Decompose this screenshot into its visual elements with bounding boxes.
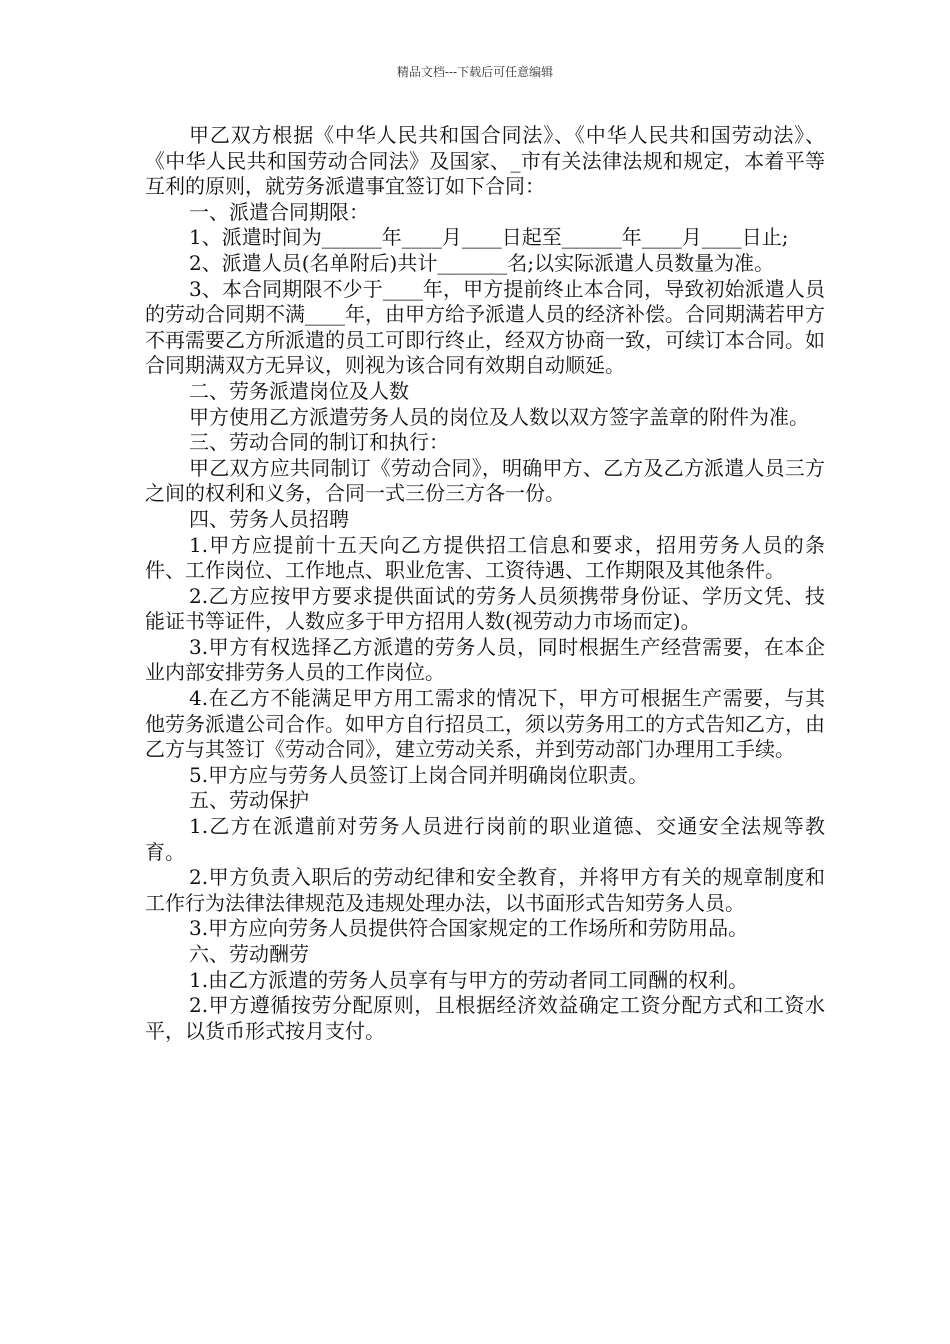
paragraph: 2.甲方遵循按劳分配原则，且根据经济效益确定工资分配方式和工资水平，以货币形式按月支付。 [145, 993, 825, 1043]
paragraph: 3、本合同期限不少于____年，甲方提前终止本合同，导致初始派遣人员的劳动合同期不满____年，由甲方给予派遣人员的经济补偿。合同期满若甲方不再需要乙方所派遣的员工可即行终止，经双方协商一致，可续订本合同。如合同期满双方无异议，则视为该合同有效期自动顺延。 [145, 276, 825, 378]
paragraph: 1.甲方应提前十五天向乙方提供招工信息和要求，招用劳务人员的条件、工作岗位、工作地点、职业危害、工资待遇、工作期限及其他条件。 [145, 532, 825, 583]
paragraph: 1.由乙方派遣的劳务人员享有与甲方的劳动者同工同酬的权利。 [189, 967, 749, 992]
paragraph: 甲乙双方应共同制订《劳动合同》，明确甲方、乙方及乙方派遣人员三方之间的权利和义务，合同一式三份三方各一份。 [145, 455, 825, 506]
section-heading-4: 四、劳务人员招聘 [189, 506, 349, 531]
paragraph-preamble: 甲乙双方根据《中华人民共和国合同法》、《中华人民共和国劳动法》、《中华人民共和国劳动合同法》及国家、_市有关法律法规和规定，本着平等互利的原则，就劳务派遣事宜签订如下合同： [145, 123, 825, 199]
section-heading-3: 三、劳动合同的制订和执行： [189, 430, 449, 455]
section-heading-2: 二、劳务派遣岗位及人数 [189, 378, 409, 403]
section-heading-1: 一、派遣合同期限： [189, 199, 369, 224]
paragraph: 2.甲方负责入职后的劳动纪律和安全教育，并将甲方有关的规章制度和工作行为法律法律规范及违规处理办法，以书面形式告知劳务人员。 [145, 865, 825, 915]
document-body [145, 123, 825, 1044]
page-header: 精品文档---下载后可任意编辑 [396, 65, 554, 79]
paragraph: 3.甲方有权选择乙方派遣的劳务人员，同时根据生产经营需要，在本企业内部安排劳务人员的工作岗位。 [145, 634, 825, 685]
paragraph: 1、派遣时间为______年____月____日起至______年____月____日止; [189, 225, 789, 250]
section-heading-6: 六、劳动酬劳 [189, 942, 309, 966]
paragraph: 2、派遣人员(名单附后)共计_______名;以实际派遣人员数量为准。 [189, 250, 775, 275]
paragraph: 4.在乙方不能满足甲方用工需求的情况下，甲方可根据生产需要，与其他劳务派遣公司合作。如甲方自行招员工，须以劳务用工的方式告知乙方，由乙方与其签订《劳动合同》，建立劳动关系，并到劳动部门办理用工手续。 [145, 686, 825, 762]
section-heading-5: 五、劳动保护 [189, 788, 309, 813]
paragraph: 5.甲方应与劳务人员签订上岗合同并明确岗位职责。 [189, 762, 649, 787]
paragraph: 1.乙方在派遣前对劳务人员进行岗前的职业道德、交通安全法规等教育。 [145, 814, 825, 864]
paragraph: 3.甲方应向劳务人员提供符合国家规定的工作场所和劳防用品。 [189, 916, 749, 941]
paragraph: 甲方使用乙方派遣劳务人员的岗位及人数以双方签字盖章的附件为准。 [189, 404, 809, 429]
paragraph: 2.乙方应按甲方要求提供面试的劳务人员须携带身份证、学历文凭、技能证书等证件，人数应多于甲方招用人数(视劳动力市场而定)。 [145, 583, 825, 634]
